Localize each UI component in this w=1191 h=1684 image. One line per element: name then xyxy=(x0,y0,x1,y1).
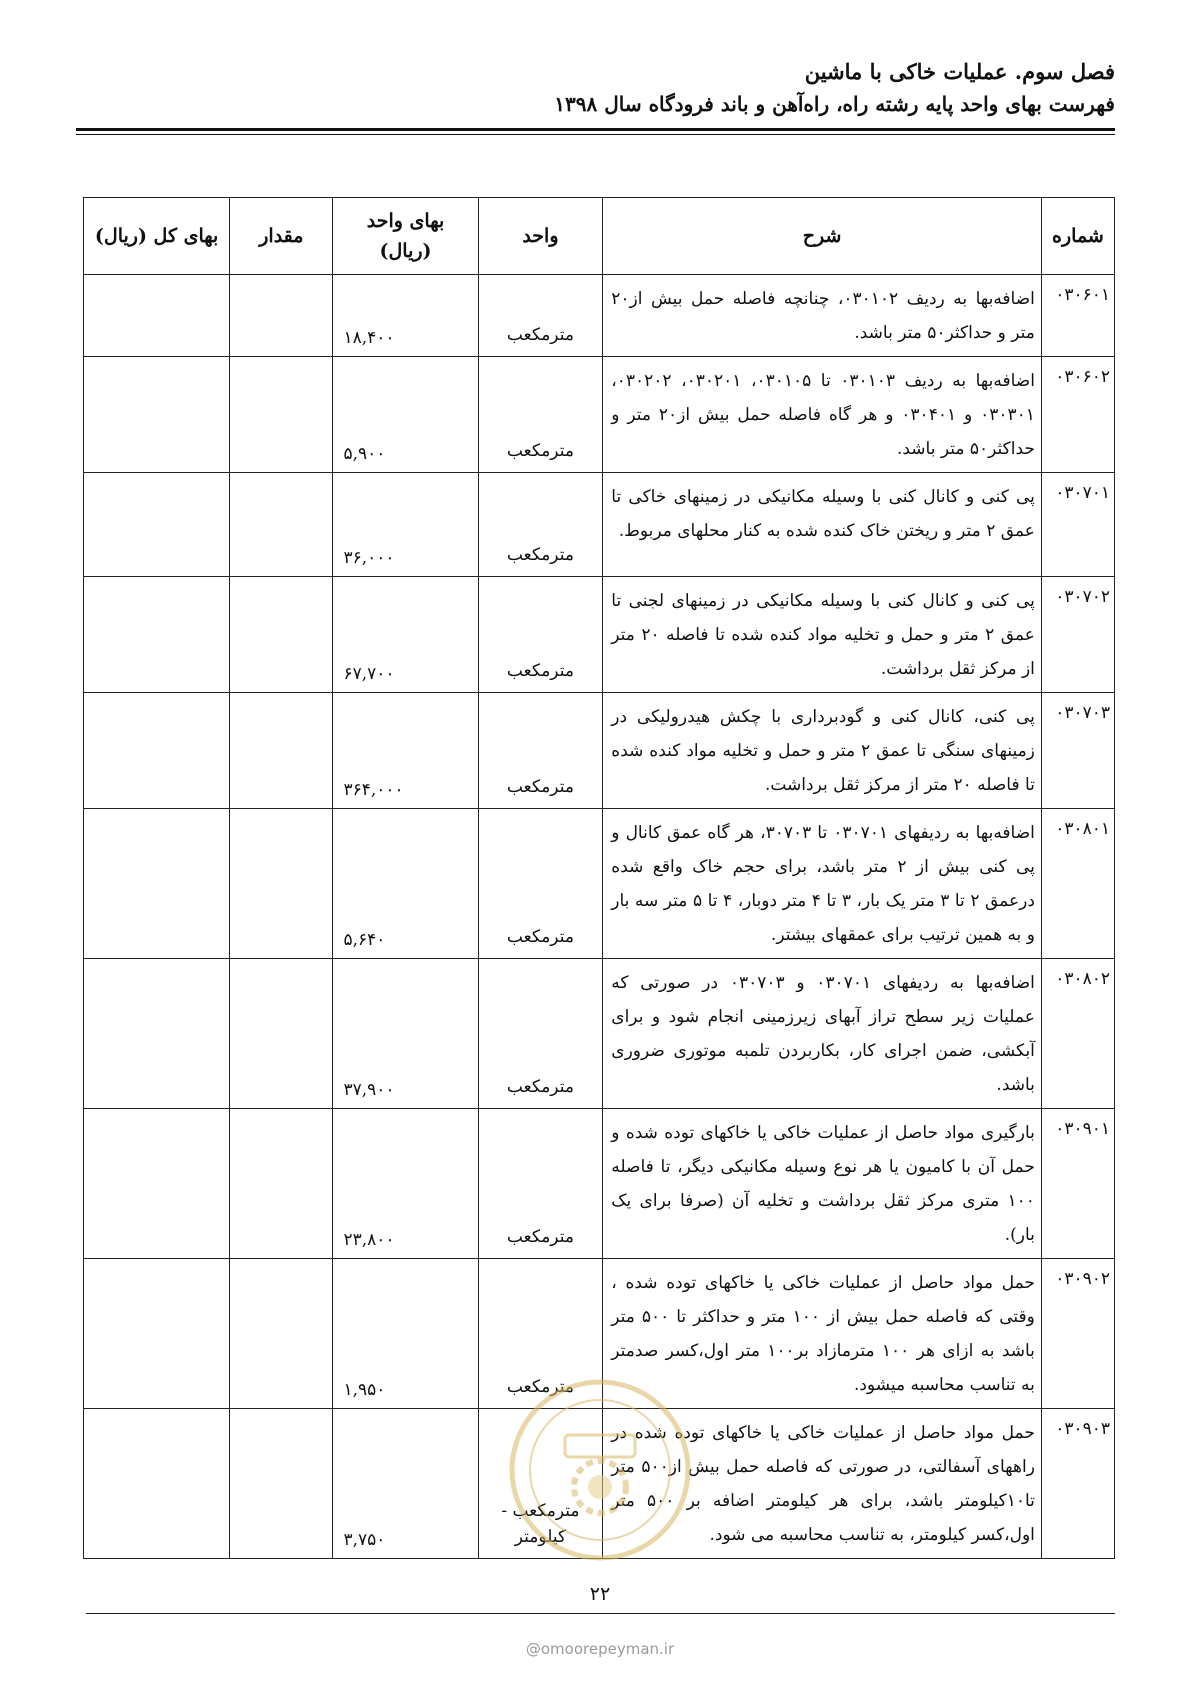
row-description: اضافه‌بها به ردیفهای ۰۳۰۷۰۱ تا ۳۰۷۰۳، هر گاه عمق کانال و پی کنی بیش از ۲ متر باشد، برای حجم خاک واقع شده درعمق ۲ تا ۳ متر یک بار، ۳ تا ۴ متر دوبار، ۴ تا ۵ متر سه بار و به همین ترتیب برای عمقهای بیشتر. xyxy=(603,809,1042,959)
row-unit-price: ۳,۷۵۰ xyxy=(333,1409,478,1559)
table-row xyxy=(84,809,1115,959)
row-description: اضافه‌بها به ردیف ۰۳۰۱۰۲، چنانچه فاصله حمل بیش از۲۰ متر و حداکثر۵۰ متر باشد. xyxy=(603,275,1042,357)
row-unit: مترمکعب xyxy=(478,357,603,473)
row-unit-price: ۵,۹۰۰ xyxy=(333,357,478,473)
row-number: ۰۳۰۹۰۱ xyxy=(1041,1109,1114,1259)
col-header-unit-price: بهای واحد (ریال) xyxy=(333,198,478,275)
row-quantity xyxy=(230,275,333,357)
row-quantity xyxy=(230,1409,333,1559)
row-number: ۰۳۰۹۰۲ xyxy=(1041,1259,1114,1409)
table-row xyxy=(84,577,1115,693)
chapter-title: فصل سوم. عملیات خاکی با ماشین xyxy=(804,59,1115,84)
row-unit: مترمکعب xyxy=(478,959,603,1109)
footer-rule xyxy=(86,1613,1115,1614)
row-unit-price: ۵,۶۴۰ xyxy=(333,809,478,959)
table-header-row xyxy=(84,198,1115,275)
row-total xyxy=(84,473,230,577)
row-unit-price: ۳۶۴,۰۰۰ xyxy=(333,693,478,809)
table-row xyxy=(84,959,1115,1109)
seal-watermark-icon xyxy=(505,1375,695,1565)
row-number: ۰۳۰۷۰۳ xyxy=(1041,693,1114,809)
row-total xyxy=(84,693,230,809)
row-description: حمل مواد حاصل از عملیات خاکی یا خاکهای توده شده ، وقتی که فاصله حمل بیش از ۱۰۰ متر و حداکثر تا ۵۰۰ متر باشد به ازای هر ۱۰۰ مترمازاد بر۱۰۰ متر اول،کسر صدمتر به تناسب محاسبه میشود. xyxy=(603,1259,1042,1409)
row-description: پی کنی و کانال کنی با وسیله مکانیکی در زمینهای لجنی تا عمق ۲ متر و حمل و تخلیه مواد کنده شده تا فاصله ۲۰ متر از مرکز ثقل برداشت. xyxy=(603,577,1042,693)
row-number: ۰۳۰۹۰۳ xyxy=(1041,1409,1114,1559)
page-number: ۲۲ xyxy=(589,1583,611,1605)
table-row xyxy=(84,473,1115,577)
row-number: ۰۳۰۸۰۱ xyxy=(1041,809,1114,959)
row-quantity xyxy=(230,959,333,1109)
row-unit: مترمکعب - کیلومتر xyxy=(478,1409,603,1559)
table-row xyxy=(84,1109,1115,1259)
row-total xyxy=(84,1409,230,1559)
row-description: بارگیری مواد حاصل از عملیات خاکی یا خاکهای توده شده و حمل آن با کامیون یا هر نوع وسیله مکانیکی دیگر، تا فاصله ۱۰۰ متری مرکز ثقل برداشت و تخلیه آن (صرفا برای یک بار). xyxy=(603,1109,1042,1259)
header-rule-thin xyxy=(76,134,1115,135)
row-unit-price: ۲۳,۸۰۰ xyxy=(333,1109,478,1259)
document-subtitle: فهرست بهای واحد پایه رشته راه، راه‌آهن و باند فرودگاه سال ۱۳۹۸ xyxy=(554,92,1115,116)
watermark-text: @omoorepeyman.ir xyxy=(525,1640,675,1658)
row-total xyxy=(84,577,230,693)
row-unit-price: ۱۸,۴۰۰ xyxy=(333,275,478,357)
table-row xyxy=(84,693,1115,809)
row-unit-price: ۶۷,۷۰۰ xyxy=(333,577,478,693)
row-number: ۰۳۰۷۰۲ xyxy=(1041,577,1114,693)
row-quantity xyxy=(230,809,333,959)
row-quantity xyxy=(230,577,333,693)
col-header-description: شرح xyxy=(603,198,1042,275)
col-header-quantity: مقدار xyxy=(230,198,333,275)
row-quantity xyxy=(230,1109,333,1259)
row-total xyxy=(84,357,230,473)
row-description: اضافه‌بها به ردیف ۰۳۰۱۰۳ تا ۰۳۰۱۰۵، ۰۳۰۲۰۱، ۰۳۰۲۰۲، ۰۳۰۳۰۱ و ۰۳۰۴۰۱ و هر گاه فاصله حمل بیش از۲۰ متر و حداکثر۵۰ متر باشد. xyxy=(603,357,1042,473)
row-number: ۰۳۰۶۰۲ xyxy=(1041,357,1114,473)
row-quantity xyxy=(230,1259,333,1409)
row-unit: مترمکعب xyxy=(478,1109,603,1259)
row-total xyxy=(84,1259,230,1409)
row-total xyxy=(84,959,230,1109)
col-header-unit: واحد xyxy=(478,198,603,275)
row-unit: مترمکعب xyxy=(478,275,603,357)
row-total xyxy=(84,275,230,357)
price-list-table xyxy=(83,197,1115,1559)
row-unit: مترمکعب xyxy=(478,577,603,693)
row-total xyxy=(84,1109,230,1259)
row-total xyxy=(84,809,230,959)
header-rule-thick xyxy=(76,128,1115,131)
row-description: پی کنی، کانال کنی و گودبرداری با چکش هیدرولیکی در زمینهای سنگی تا عمق ۲ متر و حمل و تخلیه مواد کنده شده تا فاصله ۲۰ متر از مرکز ثقل برداشت. xyxy=(603,693,1042,809)
row-quantity xyxy=(230,357,333,473)
row-description: اضافه‌بها به ردیفهای ۰۳۰۷۰۱ و ۰۳۰۷۰۳ در صورتی که عملیات زیر سطح تراز آبهای زیرزمینی انجام شود و برای آبکشی، ضمن اجرای کار، بکاربردن تلمبه موتوری ضروری باشد. xyxy=(603,959,1042,1109)
col-header-number: شماره xyxy=(1041,198,1114,275)
row-quantity xyxy=(230,693,333,809)
row-number: ۰۳۰۷۰۱ xyxy=(1041,473,1114,577)
row-unit-price: ۱,۹۵۰ xyxy=(333,1259,478,1409)
table-row xyxy=(84,275,1115,357)
row-unit: مترمکعب xyxy=(478,809,603,959)
row-number: ۰۳۰۸۰۲ xyxy=(1041,959,1114,1109)
table-row xyxy=(84,357,1115,473)
row-quantity xyxy=(230,473,333,577)
page-header xyxy=(75,56,1115,120)
row-unit: مترمکعب xyxy=(478,473,603,577)
row-description: پی کنی و کانال کنی با وسیله مکانیکی در زمینهای خاکی تا عمق ۲ متر و ریختن خاک کنده شده به کنار محلهای مربوط. xyxy=(603,473,1042,577)
col-header-total: بهای کل (ریال) xyxy=(84,198,230,275)
row-unit-price: ۳۷,۹۰۰ xyxy=(333,959,478,1109)
row-unit: مترمکعب xyxy=(478,693,603,809)
row-description: حمل مواد حاصل از عملیات خاکی یا خاکهای توده شده در راههای آسفالتی، در صورتی که فاصله حمل بیش از۵۰۰ متر تا۱۰کیلومتر باشد، برای هر کیلومتر اضافه بر ۵۰۰ متر اول،کسر کیلومتر، به تناسب محاسبه می شود. xyxy=(603,1409,1042,1559)
row-unit-price: ۳۶,۰۰۰ xyxy=(333,473,478,577)
row-number: ۰۳۰۶۰۱ xyxy=(1041,275,1114,357)
row-unit: مترمکعب xyxy=(478,1259,603,1409)
